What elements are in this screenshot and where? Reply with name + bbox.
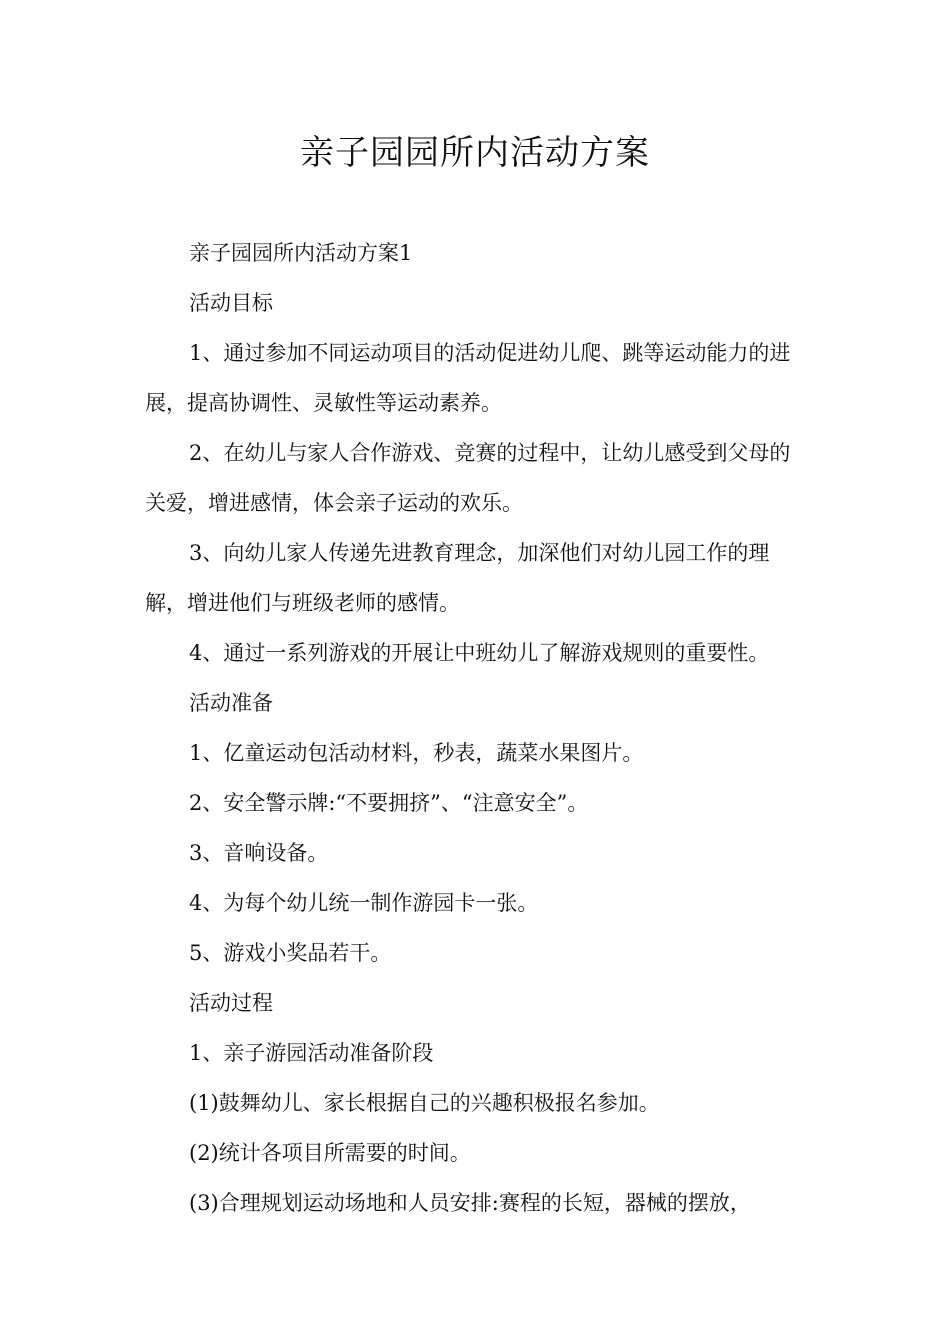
document-body <box>145 228 807 1228</box>
paragraph-process-heading: 活动过程 <box>189 991 273 1015</box>
paragraph-prep-4: 4、为每个幼儿统一制作游园卡一张。 <box>189 891 539 915</box>
paragraph-goal-4: 4、通过一系列游戏的开展让中班幼儿了解游戏规则的重要性。 <box>189 641 770 665</box>
paragraph-goals-heading: 活动目标 <box>189 291 273 315</box>
paragraph-section-heading: 亲子园园所内活动方案1 <box>189 241 413 265</box>
paragraph-goal-2: 2、在幼儿与家人合作游戏、竞赛的过程中，让幼儿感受到父母的关爱，增进感情，体会亲子运动的欢乐。 <box>145 441 791 515</box>
paragraph-prep-5: 5、游戏小奖品若干。 <box>189 941 392 965</box>
paragraph-goal-1: 1、通过参加不同运动项目的活动促进幼儿爬、跳等运动能力的进展，提高协调性、灵敏性等运动素养。 <box>145 341 791 415</box>
paragraph-prep-1: 1、亿童运动包活动材料，秒表，蔬菜水果图片。 <box>189 741 644 765</box>
paragraph-goal-3: 3、向幼儿家人传递先进教育理念，加深他们对幼儿园工作的理解，增进他们与班级老师的感情。 <box>145 541 770 615</box>
paragraph-process-1-3: (3)合理规划运动场地和人员安排:赛程的长短，器械的摆放， <box>189 1191 751 1215</box>
document-title: 亲子园园所内活动方案 <box>300 133 650 173</box>
paragraph-prep-2: 2、安全警示牌:“不要拥挤”、“注意安全”。 <box>189 791 589 815</box>
paragraph-process-1-1: (1)鼓舞幼儿、家长根据自己的兴趣积极报名参加。 <box>189 1091 660 1115</box>
paragraph-prep-3: 3、音响设备。 <box>189 841 329 865</box>
paragraph-process-1-2: (2)统计各项目所需要的时间。 <box>189 1141 471 1165</box>
paragraph-prep-heading: 活动准备 <box>189 691 273 715</box>
paragraph-process-1: 1、亲子游园活动准备阶段 <box>189 1041 434 1065</box>
